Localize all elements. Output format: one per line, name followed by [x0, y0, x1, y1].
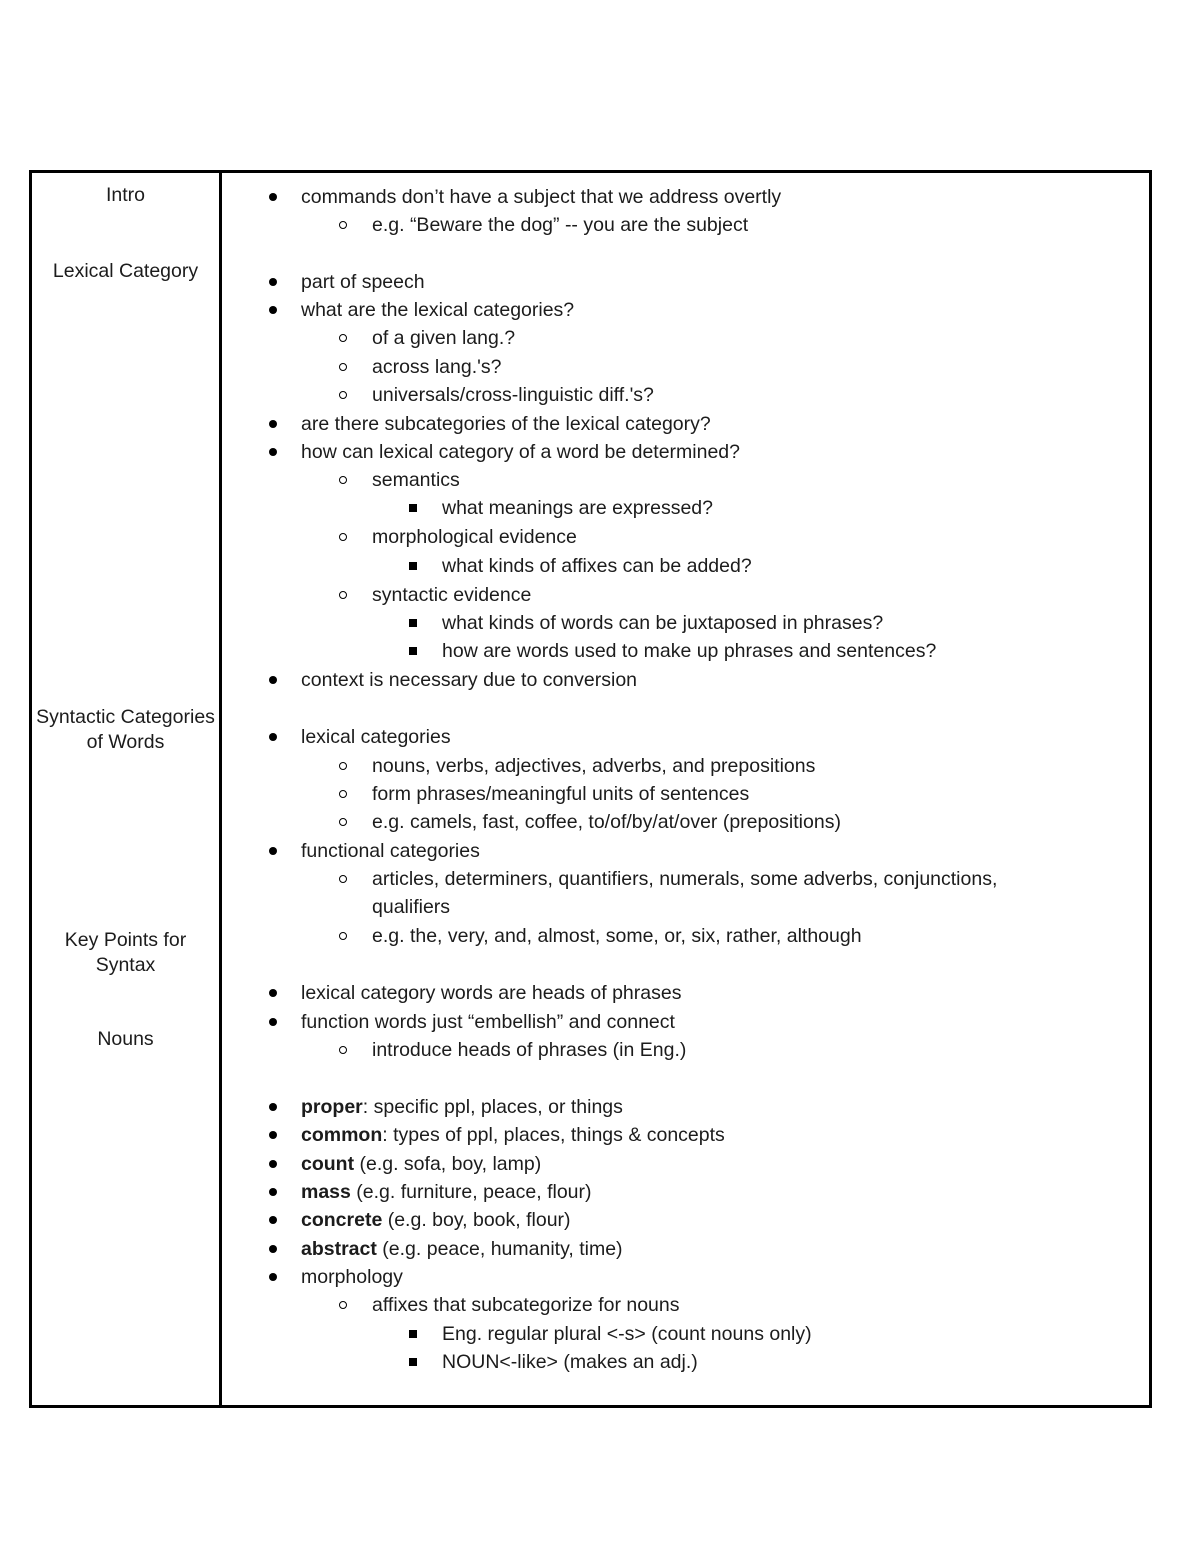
- note-line: [301, 1095, 623, 1119]
- note-line: [301, 1123, 725, 1147]
- topic-lexical-category: Lexical Category: [52, 260, 199, 282]
- note-line: NOUN<-like> (makes an adj.): [442, 1351, 698, 1373]
- note-line: [301, 1237, 623, 1261]
- term-common: common: [301, 1124, 383, 1146]
- term-description: (e.g. boy, book, flour): [382, 1209, 571, 1231]
- note-line: semantics: [372, 469, 460, 491]
- circle-bullet-icon: [339, 1301, 347, 1309]
- disc-bullet-icon: [269, 1131, 277, 1139]
- note-line: what kinds of affixes can be added?: [442, 555, 752, 577]
- note-line: how can lexical category of a word be determined?: [301, 441, 740, 463]
- note-line: [301, 1208, 571, 1232]
- note-line: part of speech: [301, 271, 425, 293]
- note-line: across lang.'s?: [372, 356, 502, 378]
- disc-bullet-icon: [269, 448, 277, 456]
- term-proper: proper: [301, 1096, 363, 1118]
- circle-bullet-icon: [339, 818, 347, 826]
- note-line: affixes that subcategorize for nouns: [372, 1294, 680, 1316]
- note-line: are there subcategories of the lexical category?: [301, 413, 711, 435]
- circle-bullet-icon: [339, 363, 347, 371]
- note-line: context is necessary due to conversion: [301, 669, 638, 691]
- circle-bullet-icon: [339, 533, 347, 541]
- disc-bullet-icon: [269, 1273, 277, 1281]
- note-line: introduce heads of phrases (in Eng.): [372, 1039, 687, 1061]
- note-line-continued: qualifiers: [372, 896, 451, 918]
- square-bullet-icon: [409, 647, 417, 655]
- note-line: Eng. regular plural <-s> (count nouns only): [442, 1323, 812, 1345]
- note-line: how are words used to make up phrases and sentences?: [442, 640, 937, 662]
- disc-bullet-icon: [269, 847, 277, 855]
- note-line: e.g. “Beware the dog” -- you are the subject: [372, 214, 749, 236]
- note-line: what kinds of words can be juxtaposed in phrases?: [442, 612, 884, 634]
- disc-bullet-icon: [269, 733, 277, 741]
- circle-bullet-icon: [339, 591, 347, 599]
- note-line: lexical categories: [301, 726, 451, 748]
- square-bullet-icon: [409, 1330, 417, 1338]
- square-bullet-icon: [409, 504, 417, 512]
- square-bullet-icon: [409, 1358, 417, 1366]
- disc-bullet-icon: [269, 1245, 277, 1253]
- disc-bullet-icon: [269, 1160, 277, 1168]
- term-description: (e.g. peace, humanity, time): [376, 1238, 623, 1260]
- circle-bullet-icon: [339, 476, 347, 484]
- notes-table: [29, 170, 1152, 1408]
- term-description: (e.g. sofa, boy, lamp): [354, 1153, 542, 1175]
- note-line: e.g. camels, fast, coffee, to/of/by/at/over (prepositions): [372, 811, 841, 833]
- note-line: e.g. the, very, and, almost, some, or, six, rather, although: [372, 925, 862, 947]
- term-description: : types of ppl, places, things & concepts: [382, 1124, 725, 1146]
- note-line: [301, 1180, 592, 1204]
- note-line: what meanings are expressed?: [442, 497, 713, 519]
- disc-bullet-icon: [269, 1188, 277, 1196]
- disc-bullet-icon: [269, 1018, 277, 1026]
- disc-bullet-icon: [269, 306, 277, 314]
- note-line: syntactic evidence: [372, 584, 532, 606]
- circle-bullet-icon: [339, 762, 347, 770]
- disc-bullet-icon: [269, 1216, 277, 1224]
- disc-bullet-icon: [269, 420, 277, 428]
- term-description: : specific ppl, places, or things: [362, 1096, 623, 1118]
- square-bullet-icon: [409, 562, 417, 570]
- square-bullet-icon: [409, 619, 417, 627]
- topic-intro: Intro: [105, 184, 146, 206]
- term-mass: mass: [301, 1181, 351, 1203]
- note-line: functional categories: [301, 840, 480, 862]
- disc-bullet-icon: [269, 989, 277, 997]
- circle-bullet-icon: [339, 334, 347, 342]
- note-line: [301, 1152, 541, 1176]
- disc-bullet-icon: [269, 1103, 277, 1111]
- topic-syntactic-categories: Syntactic Categories of Words: [36, 706, 215, 753]
- note-line: form phrases/meaningful units of sentences: [372, 783, 750, 805]
- topic-column: [32, 173, 222, 1405]
- topic-nouns: Nouns: [97, 1028, 154, 1050]
- circle-bullet-icon: [339, 932, 347, 940]
- circle-bullet-icon: [339, 1046, 347, 1054]
- note-line: of a given lang.?: [372, 327, 516, 349]
- disc-bullet-icon: [269, 193, 277, 201]
- term-abstract: abstract: [301, 1238, 377, 1260]
- term-count: count: [301, 1153, 355, 1175]
- notes-column: [222, 173, 1149, 1405]
- note-line: morphological evidence: [372, 526, 577, 548]
- note-line: morphology: [301, 1266, 403, 1288]
- note-line: nouns, verbs, adjectives, adverbs, and prepositions: [372, 755, 816, 777]
- circle-bullet-icon: [339, 790, 347, 798]
- note-line: what are the lexical categories?: [301, 299, 575, 321]
- disc-bullet-icon: [269, 278, 277, 286]
- circle-bullet-icon: [339, 221, 347, 229]
- note-line: lexical category words are heads of phrases: [301, 982, 682, 1004]
- topic-key-points: Key Points for Syntax: [64, 929, 187, 976]
- term-concrete: concrete: [301, 1209, 383, 1231]
- disc-bullet-icon: [269, 676, 277, 684]
- note-line: universals/cross-linguistic diff.'s?: [372, 384, 654, 406]
- circle-bullet-icon: [339, 875, 347, 883]
- circle-bullet-icon: [339, 391, 347, 399]
- note-line: articles, determiners, quantifiers, numerals, some adverbs, conjunctions,: [372, 868, 998, 890]
- term-description: (e.g. furniture, peace, flour): [350, 1181, 592, 1203]
- note-line: commands don’t have a subject that we address overtly: [301, 186, 782, 208]
- note-line: function words just “embellish” and connect: [301, 1011, 675, 1033]
